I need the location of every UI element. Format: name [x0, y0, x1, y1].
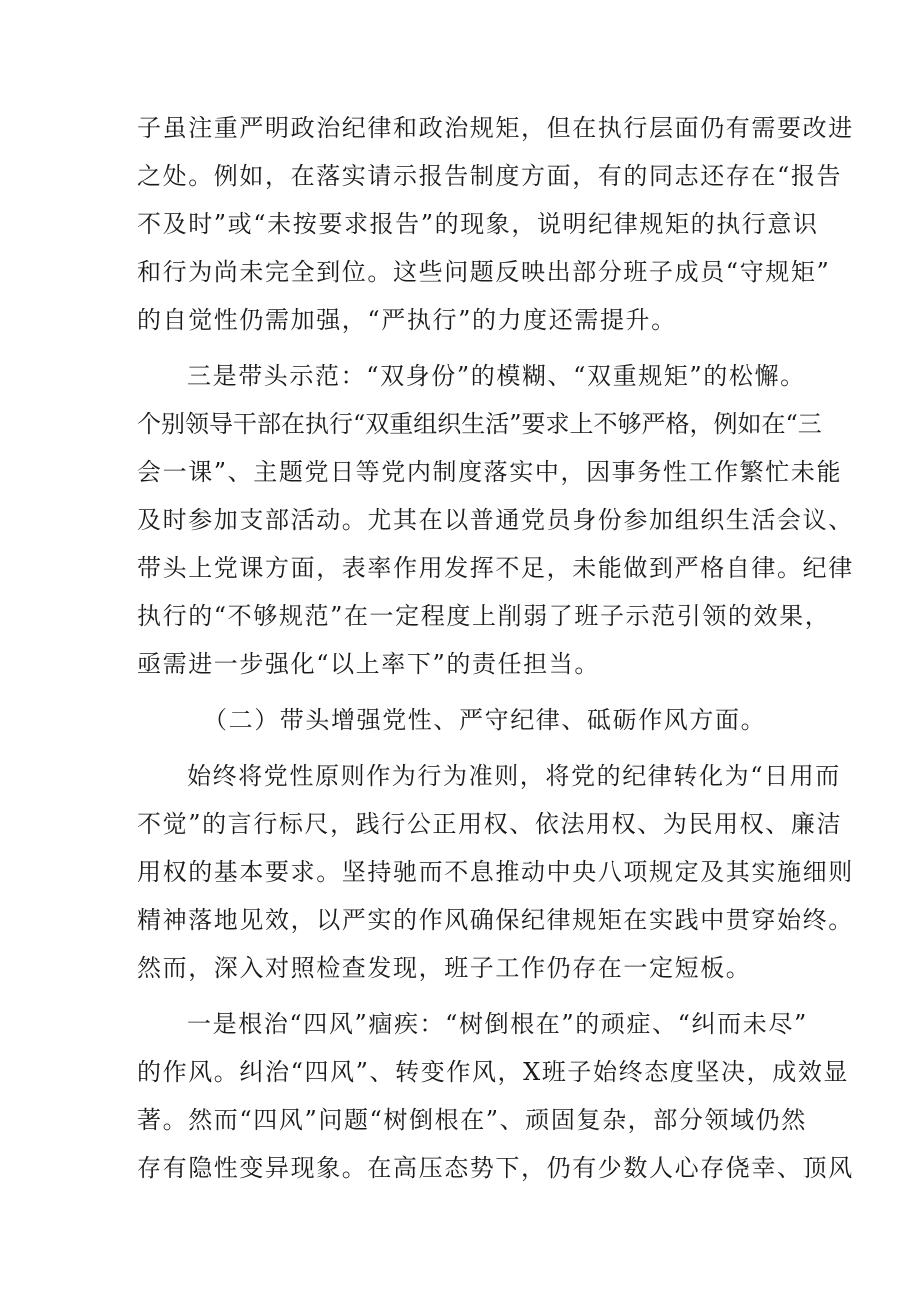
paragraph-1 — [137, 104, 854, 344]
text-line: 存有隐性变异现象。在高压态势下，仍有少数人心存侥幸、顶风 — [137, 1154, 854, 1182]
text-line: 子虽注重严明政治纪律和政治规矩，但在执行层面仍有需要改进 — [137, 114, 854, 142]
text-line: 的作风。纠治“四风”、转变作风，X班子始终态度坚决，成效显 — [137, 1058, 850, 1086]
paragraph-5 — [137, 1000, 854, 1192]
text-line: 精神落地见效，以严实的作风确保纪律规矩在实践中贯穿始终。 — [137, 906, 854, 934]
section-heading — [137, 696, 797, 744]
text-line: 之处。例如，在落实请示报告制度方面，有的同志还存在“报告 — [137, 162, 843, 190]
document-body — [137, 104, 854, 1192]
text-line: 不及时”或“未按要求报告”的现象，说明纪律规矩的执行意识 — [137, 210, 819, 238]
text-line: 三是带头示范：“双身份”的模糊、“双重规矩”的松懈。 — [187, 362, 806, 390]
text-line: 亟需进一步强化“以上率下”的责任担当。 — [137, 650, 600, 678]
paragraph-2 — [137, 352, 854, 688]
text-line: 始终将党性原则作为行为准则，将党的纪律转化为“日用而 — [187, 762, 841, 790]
text-line: 个别领导干部在执行“双重组织生活”要求上不够严格，例如在“三 — [137, 410, 822, 438]
text-line: 的自觉性仍需加强，“严执行”的力度还需提升。 — [137, 306, 677, 334]
text-line: 然而，深入对照检查发现，班子工作仍存在一定短板。 — [137, 954, 752, 982]
text-line: 和行为尚未完全到位。这些问题反映出部分班子成员“守规矩” — [137, 258, 831, 286]
text-line: 执行的“不够规范”在一定程度上削弱了班子示范引领的效果， — [137, 602, 831, 630]
text-line: 及时参加支部活动。尤其在以普通党员身份参加组织生活会议、 — [137, 506, 854, 534]
heading-line: （二）带头增强党性、严守纪律、砥砺作风方面。 — [203, 706, 767, 734]
text-line: 带头上党课方面，表率作用发挥不足，未能做到严格自律。纪律 — [137, 554, 854, 582]
text-line: 一是根治“四风”痼疾：“树倒根在”的顽症、“纠而未尽” — [187, 1010, 808, 1038]
text-line: 会一课”、主题党日等党内制度落实中，因事务性工作繁忙未能 — [137, 458, 843, 486]
paragraph-4 — [137, 752, 854, 992]
text-line: 著。然而“四风”问题“树倒根在”、顽固复杂，部分领域仍然 — [137, 1106, 807, 1134]
text-line: 用权的基本要求。坚持驰而不息推动中央八项规定及其实施细则 — [137, 858, 854, 886]
text-line: 不觉”的言行标尺，践行公正用权、依法用权、为民用权、廉洁 — [137, 810, 843, 838]
